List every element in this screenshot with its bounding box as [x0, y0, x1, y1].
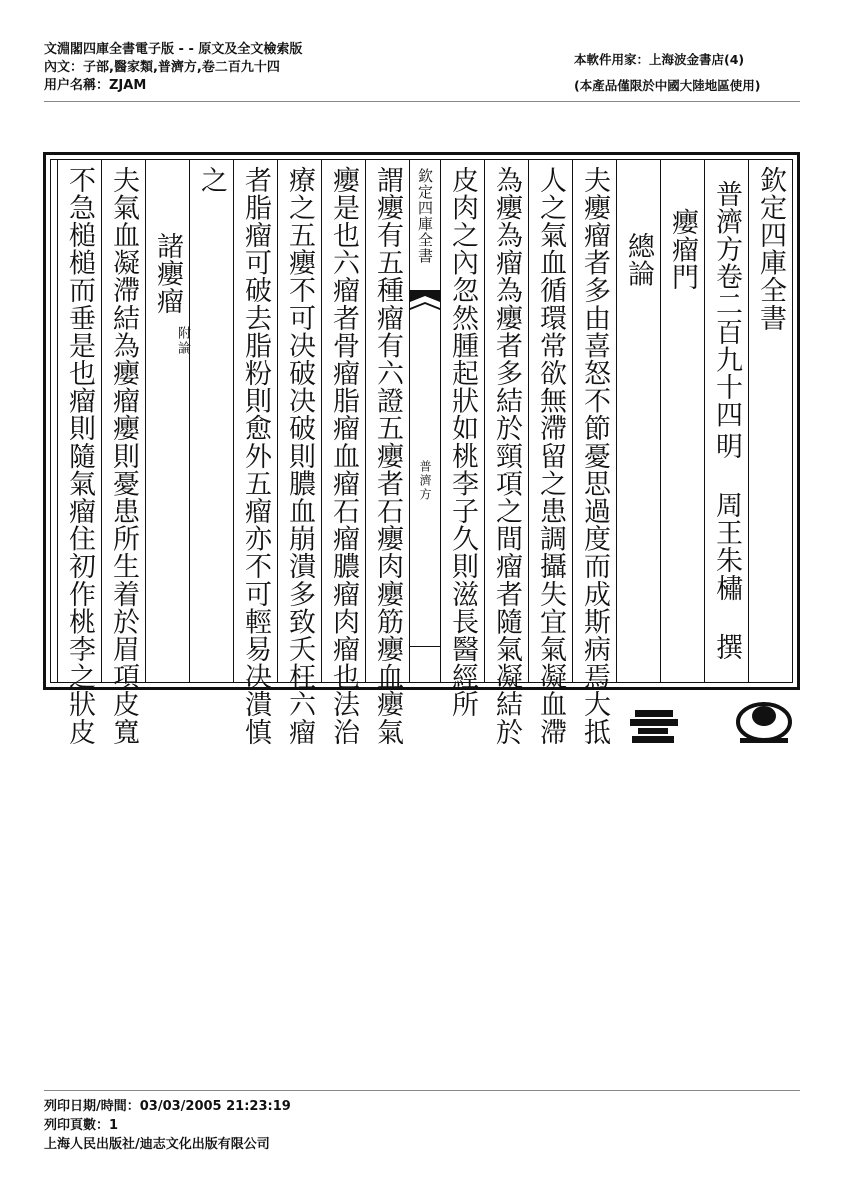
text-line: 癭是也六瘤者骨瘤脂瘤血瘤石瘤膿瘤肉瘤也法治: [328, 166, 359, 746]
header-licensee: 本軟件用家：上海波金書店(4): [574, 52, 745, 67]
footer: [44, 1097, 291, 1154]
text-column-5: [365, 160, 409, 746]
text-line: 為癭為瘤為癭者多結於頸項之間瘤者隨氣凝結於: [491, 166, 522, 746]
text-column-6: [321, 160, 365, 746]
text-column-7: [277, 160, 321, 746]
header-right: [574, 47, 760, 99]
text-column-4: [440, 160, 484, 718]
text-column-3: [484, 160, 528, 746]
volume-title: 普濟方卷二百九十四: [711, 180, 742, 429]
text-line: 之: [196, 166, 227, 194]
fishtail-mark-icon: [410, 290, 440, 320]
spine-title-box: [410, 168, 440, 264]
header-edition: 文淵閣四庫全書電子版 - - 原文及全文檢索版: [44, 42, 303, 57]
text-column-10: [145, 160, 189, 682]
text-line: 謂癭有五種瘤有六證五癭者石癭肉癭筋癭血癭氣: [372, 166, 403, 746]
text-line: 皮肉之內忽然腫起狀如桃李子久則滋長醫經所: [447, 166, 478, 718]
dizhi-logo-icon: [730, 694, 798, 748]
text-column-12: [57, 160, 101, 746]
publisher-logo-icon: [630, 704, 710, 746]
text-line: 夫癭瘤者多由喜怒不節憂思過度而成斯病焉大抵: [579, 166, 610, 746]
column-section: [660, 160, 704, 682]
text-line: 者脂瘤可破去脂粉則愈外五瘤亦不可輕易决潰慎: [240, 166, 271, 746]
publisher-line: 上海人民出版社/迪志文化出版有限公司: [44, 1137, 270, 1152]
spine-section: 普濟方: [418, 460, 432, 502]
header-content-path: 內文：子部,醫家類,普濟方,卷二百九十四: [44, 60, 280, 75]
header-left: [44, 41, 302, 95]
section-heading: 癭瘤門: [667, 208, 698, 291]
header-region-notice: (本產品僅限於中國大陸地區使用): [574, 78, 761, 93]
spine-title: 欽定四庫全書: [416, 168, 434, 264]
spine-column: [409, 160, 440, 682]
author-line: 明 周王朱橚 撰: [711, 432, 742, 661]
text-column-2: [528, 160, 572, 746]
sub-heading: 諸癭瘤: [152, 232, 183, 315]
text-column-9: [189, 160, 233, 682]
footer-rule: [44, 1090, 800, 1091]
header-rule: [44, 101, 800, 102]
column-subsection: [616, 160, 660, 682]
book-page: [43, 152, 800, 746]
spine-section-box: [410, 460, 440, 502]
text-column-1: [572, 160, 616, 746]
text-line: 夫氣血凝滯結為癭瘤癭則憂患所生着於眉項皮寬: [108, 166, 139, 746]
text-column-11: [101, 160, 145, 746]
subsection-heading: 總論: [623, 232, 654, 288]
text-column-8: [233, 160, 277, 746]
column-volume: [704, 160, 748, 682]
header-username: 用户名稱：ZJAM: [44, 78, 147, 93]
sub-heading-note: 附論: [175, 326, 190, 356]
print-datetime: 列印日期/時間：03/03/2005 21:23:19: [44, 1099, 291, 1114]
text-line: 療之五癭不可决破决破則膿血崩潰多致夭枉六瘤: [284, 166, 315, 746]
text-line: 人之氣血循環常欲無滯留之患調攝失宜氣凝血滯: [535, 166, 566, 746]
print-page-count: 列印頁數：1: [44, 1118, 119, 1133]
column-title: [748, 160, 792, 682]
spine-rule: [410, 646, 440, 647]
book-title: 欽定四庫全書: [755, 166, 786, 332]
book-page-inner: [50, 159, 793, 746]
text-line: 不急槌槌而垂是也瘤則隨氣瘤住初作桃李之狀皮: [64, 166, 95, 746]
